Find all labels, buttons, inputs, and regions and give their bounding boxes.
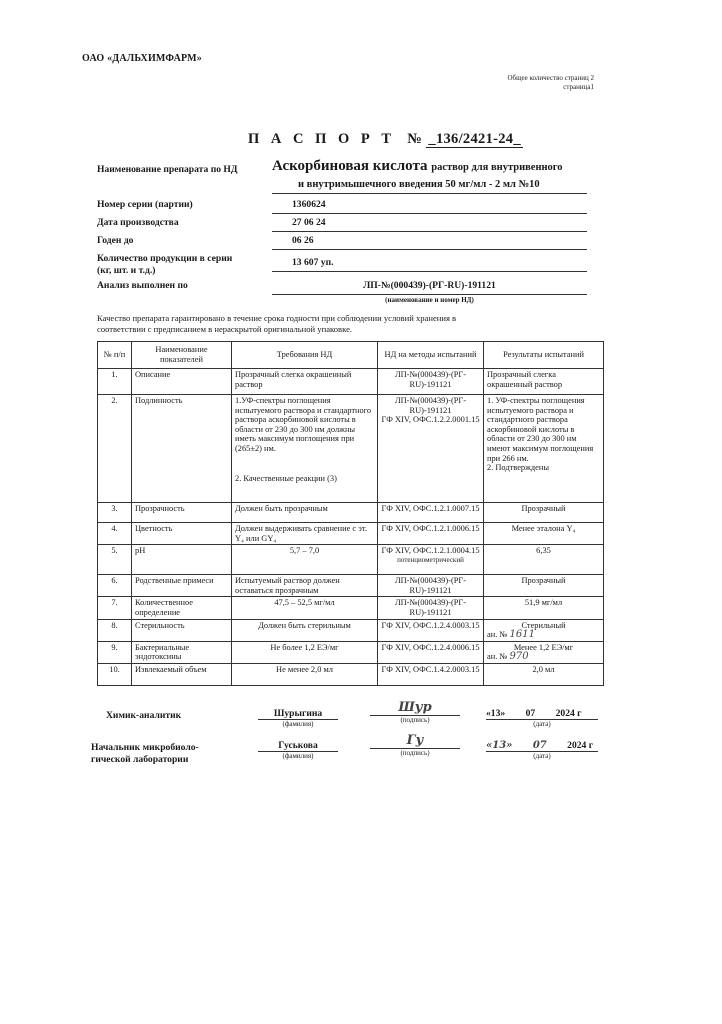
row-no: 4. — [98, 523, 132, 545]
row-result: Прозрачный — [484, 575, 604, 597]
row-no: 2. — [98, 395, 132, 503]
row-result: Прозрачный слегка окрашенный раствор — [484, 369, 604, 395]
quantity-value: 13 607 уп. — [272, 257, 587, 272]
row-method: ГФ XIV, ОФС.1.2.1.0007.15 — [378, 503, 484, 523]
pages-total-label: Общее количество страниц — [507, 74, 589, 82]
row-no: 8. — [98, 619, 132, 641]
row-result-cell — [484, 395, 604, 503]
row-method: ЛП-№(000439)-(РГ-RU)-191121 — [394, 396, 467, 415]
title-label: П А С П О Р Т — [248, 131, 396, 147]
row-result-an-num: 970 — [509, 651, 529, 663]
row-result-2: 2. Подтверждены — [487, 463, 549, 473]
row-no: 1. — [98, 369, 132, 395]
row-requirement: 5,7 – 7,0 — [232, 545, 378, 575]
table-row — [98, 395, 604, 503]
caption-date: (дата) — [533, 752, 551, 760]
row-result-an-num: 1611 — [509, 629, 535, 641]
row-method: ГФ XIV, ОФС.1.2.1.0004.15 — [381, 546, 480, 556]
caption-surname: (фамилия) — [282, 752, 314, 760]
row-requirement-cell — [232, 395, 378, 503]
quantity-label-2: (кг, шт. и т.д.) — [97, 265, 156, 276]
row-method: ГФ XIV, ОФС.1.2.4.0006.15 — [378, 641, 484, 663]
row-requirement: Должен выдерживать сравнение с эт. Y₄ или GY₄ — [232, 523, 378, 545]
quantity-label-1: Количество продукции в серии — [97, 253, 233, 264]
drug-desc-1: раствор для внутривенного — [431, 162, 563, 173]
row-method-2: ГФ XIV, ОФС.1.2.2.0001.15 — [381, 415, 480, 425]
page-current: страница1 — [563, 83, 594, 91]
row-indicator: Цветность — [132, 523, 232, 545]
row-requirement-2: 2. Качественные реакции (3) — [235, 473, 337, 483]
row-result-an: ан. № — [487, 630, 508, 640]
head-surname-block — [258, 740, 338, 760]
expiry-value: 06 26 — [272, 235, 587, 250]
row-result: Менее 1,2 ЕЭ/мг — [513, 642, 574, 652]
row-result: 2,0 мл — [484, 663, 604, 685]
chemist-signature: Шур — [370, 700, 460, 716]
row-result-an: ан. № — [487, 652, 508, 662]
series-label: Номер серии (партии) — [97, 199, 193, 210]
table-row — [98, 597, 604, 619]
header-indicator: Наименование показателей — [132, 342, 232, 369]
head-name: Гуськова — [258, 740, 338, 752]
page-count-block — [508, 74, 595, 92]
results-table — [97, 341, 604, 686]
row-method: ГФ XIV, ОФС.1.4.2.0003.15 — [378, 663, 484, 685]
row-method: ЛП-№(000439)-(РГ-RU)-191121 — [378, 575, 484, 597]
row-requirement: 47,5 – 52,5 мг/мл — [232, 597, 378, 619]
row-requirement: Не более 1,2 ЕЭ/мг — [232, 641, 378, 663]
row-result: 1. УФ-спектры поглощения испытуемого раствора и стандартного раствора аскорбиновой кислоты в области от 230 до 300 нм имеют максимум поглощения при 266 нм. — [487, 396, 594, 463]
row-result-cell — [484, 619, 604, 641]
head-signature: Гу — [370, 733, 460, 749]
table-row — [98, 523, 604, 545]
chemist-signature-block — [370, 700, 460, 724]
chemist-role: Химик-аналитик — [106, 710, 182, 721]
document-title — [248, 131, 523, 148]
analysis-value: ЛП-№(000439)-(РГ-RU)-191121 — [272, 280, 587, 295]
drug-name-line — [272, 158, 587, 176]
chemist-date-day: «13» — [486, 708, 506, 719]
row-requirement: Испытуемый раствор должен оставаться прозрачным — [232, 575, 378, 597]
production-date-label: Дата производства — [97, 217, 179, 228]
quantity-label — [97, 253, 232, 277]
row-result: Прозрачный — [484, 503, 604, 523]
row-requirement: Прозрачный слегка окрашенный раствор — [232, 369, 378, 395]
head-role-2: гической лаборатории — [91, 754, 189, 765]
caption-surname: (фамилия) — [282, 720, 314, 728]
series-value: 1360624 — [272, 199, 587, 214]
product-info — [97, 160, 587, 308]
row-indicator: Описание — [132, 369, 232, 395]
caption-signature: (подпись) — [400, 716, 430, 724]
caption-date: (дата) — [533, 720, 551, 728]
row-method-note: потенциометрический — [397, 555, 464, 564]
head-date-day: «13» — [486, 740, 513, 751]
row-no: 10. — [98, 663, 132, 685]
row-result: 6,35 — [484, 545, 604, 575]
head-role — [91, 742, 199, 766]
row-indicator: Родственные примеси — [132, 575, 232, 597]
table-row — [98, 641, 604, 663]
row-result: Стерильный — [521, 620, 566, 630]
row-indicator: Прозрачность — [132, 503, 232, 523]
row-requirement: Не менее 2,0 мл — [232, 663, 378, 685]
row-requirement: 1.УФ-спектры поглощения испытуемого раствора и стандартного раствора аскорбиновой кислоты в области от 230 до 300 нм должны иметь максимум поглощения при (265±2) нм. — [235, 396, 372, 453]
header-requirement: Требования НД — [232, 342, 378, 369]
row-method: ГФ XIV, ОФС.1.2.1.0006.15 — [378, 523, 484, 545]
table-row — [98, 575, 604, 597]
row-requirement: Должен быть прозрачным — [232, 503, 378, 523]
drug-label: Наименование препарата по НД — [97, 164, 238, 175]
row-requirement: Должен быть стерильным — [232, 619, 378, 641]
header-method: НД на методы испытаний — [378, 342, 484, 369]
row-indicator: Стерильность — [132, 619, 232, 641]
drug-name: Аскорбиновая кислота — [272, 158, 428, 174]
row-no: 6. — [98, 575, 132, 597]
head-signature-block — [370, 733, 460, 757]
pages-total: 2 — [590, 74, 594, 82]
production-date-value: 27 06 24 — [272, 217, 587, 232]
chemist-surname-block — [258, 708, 338, 728]
quality-note: Качество препарата гарантировано в течение срока годности при соблюдении условий хранения в соответствии с предписанием в нераскрытой оригинальной упаковке. — [97, 313, 457, 334]
chemist-date-block — [486, 708, 598, 728]
caption-signature: (подпись) — [400, 749, 430, 757]
expiry-label: Годен до — [97, 235, 134, 246]
table-row — [98, 369, 604, 395]
row-method: ГФ XIV, ОФС.1.2.4.0003.15 — [378, 619, 484, 641]
analysis-caption: (наименование и номер НД) — [385, 296, 474, 304]
header-no: № п/п — [98, 342, 132, 369]
head-date-month: 07 — [532, 740, 547, 751]
row-no: 3. — [98, 503, 132, 523]
head-role-1: Начальник микробиоло- — [91, 742, 199, 753]
title-number-sign: № — [407, 131, 423, 147]
row-indicator: pH — [132, 545, 232, 575]
table-row — [98, 619, 604, 641]
row-result-cell — [484, 641, 604, 663]
row-indicator: Количественное определение — [132, 597, 232, 619]
row-method: ЛП-№(000439)-(РГ-RU)-191121 — [378, 369, 484, 395]
chemist-date-month: 07 — [525, 708, 536, 719]
table-header-row — [98, 342, 604, 369]
table-row — [98, 663, 604, 685]
chemist-name: Шурыгина — [258, 708, 338, 720]
row-indicator: Подлинность — [132, 395, 232, 503]
head-date-block — [486, 740, 598, 760]
row-method-cell — [378, 395, 484, 503]
table-row — [98, 545, 604, 575]
passport-number: _136/2421-24_ — [428, 131, 521, 147]
row-method: ЛП-№(000439)-(РГ-RU)-191121 — [378, 597, 484, 619]
table-row — [98, 503, 604, 523]
drug-desc-2: и внутримышечного введения 50 мг/мл - 2 мл №10 — [272, 179, 587, 194]
row-no: 9. — [98, 641, 132, 663]
row-result: Менее эталона Y₄ — [484, 523, 604, 545]
row-no: 5. — [98, 545, 132, 575]
row-no: 7. — [98, 597, 132, 619]
row-indicator: Бактериальные эндотоксины — [132, 641, 232, 663]
row-method-cell — [378, 545, 484, 575]
header-result: Результаты испытаний — [484, 342, 604, 369]
company-name: ОАО «ДАЛЬХИМФАРМ» — [82, 53, 202, 64]
row-indicator: Извлекаемый объем — [132, 663, 232, 685]
chemist-date-year: 2024 г — [555, 708, 582, 719]
head-date-year: 2024 г — [567, 740, 594, 751]
analysis-label: Анализ выполнен по — [97, 280, 188, 291]
row-result: 51,9 мг/мл — [484, 597, 604, 619]
